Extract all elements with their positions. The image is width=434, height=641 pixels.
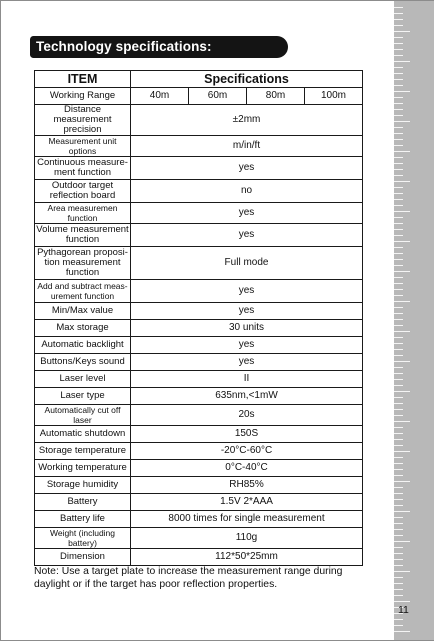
ruler-tick [394,319,403,320]
ruler-tick [394,517,403,518]
ruler-tick [394,121,410,122]
ruler-tick [394,523,403,524]
ruler-tick [394,115,403,116]
ruler-tick [394,211,410,212]
ruler-tick [394,7,403,8]
ruler-tick [394,427,403,428]
row-value: ±2mm [131,105,363,136]
ruler-tick [394,619,403,620]
footnote: Note: Use a target plate to increase the measurement range during daylight or if the target has poor reflection properties. [34,566,343,590]
ruler-tick [394,73,403,74]
ruler-tick [394,67,403,68]
ruler-tick [394,415,403,416]
ruler-tick [394,157,403,158]
row-item: Working temperature [35,460,131,477]
ruler-tick [394,631,410,632]
ruler-tick [394,505,403,506]
ruler-tick [394,451,410,452]
ruler-tick [394,553,403,554]
ruler-tick [394,577,403,578]
working-range-label: Working Range [35,88,131,105]
ruler-tick [394,43,403,44]
row-value: 635nm,<1mW [131,388,363,405]
ruler-tick [394,253,403,254]
ruler-tick [394,265,403,266]
ruler-tick [394,187,403,188]
table-row [35,511,363,528]
ruler-tick [394,151,410,152]
section-title: Technology specifications: [36,39,212,54]
ruler-tick [394,349,403,350]
row-value: yes [131,157,363,180]
ruler-tick [394,547,403,548]
ruler-tick [394,271,410,272]
row-value: 0°C-40°C [131,460,363,477]
row-value: II [131,371,363,388]
ruler-tick [394,487,403,488]
ruler-tick [394,25,403,26]
row-value: RH85% [131,477,363,494]
ruler-tick [394,337,403,338]
row-item: Continuous measure-ment function [35,157,131,180]
row-item: Automatic shutdown [35,426,131,443]
page-number: 11 [398,604,409,616]
ruler-tick [394,181,410,182]
ruler-tick [394,49,403,50]
ruler-tick [394,301,410,302]
ruler-tick [394,433,403,434]
ruler-tick [394,259,403,260]
row-value: 20s [131,405,363,426]
row-item: Volume measurement function [36,224,129,245]
ruler-tick [394,313,403,314]
ruler-tick [394,361,410,362]
ruler-tick [394,103,403,104]
row-item: Battery [35,494,131,511]
row-item: Laser type [35,388,131,405]
ruler-tick [394,397,403,398]
ruler-tick [394,559,403,560]
table-row [35,426,363,443]
row-value: yes [131,203,363,224]
ruler-tick [394,469,403,470]
row-value: yes [131,354,363,371]
table-row [35,354,363,371]
range-60m: 60m [189,88,247,105]
ruler-tick [394,541,410,542]
ruler-tick [394,331,410,332]
table-row [35,320,363,337]
row-value: 30 units [131,320,363,337]
table-row [35,180,363,203]
ruler-tick [394,37,403,38]
row-item: Storage temperature [35,443,131,460]
row-item: Pythagorean proposi-tion measurement function [35,247,131,280]
ruler-tick [394,229,403,230]
ruler-tick [394,325,403,326]
row-value: 110g [131,528,363,549]
row-value: 150S [131,426,363,443]
ruler-tick [394,19,403,20]
ruler-tick [394,625,403,626]
row-value: yes [131,303,363,320]
table-row [35,460,363,477]
row-item: Battery life [35,511,131,528]
ruler-tick [394,163,403,164]
ruler-tick [394,511,410,512]
row-value: no [131,180,363,203]
ruler-tick [394,589,403,590]
ruler-tick [394,223,403,224]
table-row [35,477,363,494]
table-row [35,371,363,388]
ruler-tick [394,235,403,236]
item-header: ITEM [35,71,131,88]
row-value: 8000 times for single measurement [131,511,363,528]
ruler-tick [394,55,403,56]
spec-table-header [35,71,363,88]
specifications-header: Specifications [131,71,363,88]
range-80m: 80m [247,88,305,105]
ruler-tick [394,241,410,242]
ruler-tick [394,205,403,206]
ruler-tick [394,571,410,572]
ruler-tick [394,199,403,200]
ruler-tick [394,295,403,296]
spec-table [34,70,363,566]
ruler-tick [394,247,403,248]
table-row [35,247,363,280]
row-item: Laser level [35,371,131,388]
ruler-tick [394,193,403,194]
table-row [35,443,363,460]
ruler-tick [394,379,403,380]
ruler-tick [394,409,403,410]
table-row [35,494,363,511]
ruler-tick [394,175,403,176]
ruler-tick [394,97,403,98]
ruler-tick [394,355,403,356]
ruler-tick [394,421,410,422]
row-value: m/in/ft [131,136,363,157]
table-row [35,388,363,405]
ruler-tick [394,217,403,218]
table-row [35,203,363,224]
row-item: Automatically cut off laser [35,405,131,426]
ruler-tick [394,373,403,374]
ruler-tick [394,439,403,440]
row-item: Max storage [35,320,131,337]
ruler-tick [394,307,403,308]
row-value: Full mode [131,247,363,280]
ruler-tick [394,529,403,530]
ruler-tick [394,475,403,476]
table-row [35,136,363,157]
row-value: yes [131,280,363,303]
row-item: Storage humidity [35,477,131,494]
ruler-tick [394,127,403,128]
ruler-tick [394,277,403,278]
ruler-tick [394,283,403,284]
ruler-tick [394,493,403,494]
table-row [35,303,363,320]
row-item: Min/Max value [35,303,131,320]
ruler-tick [394,91,410,92]
table-row [35,528,363,549]
row-item: Distance measurement precision [35,105,131,136]
ruler-tick [394,133,403,134]
ruler-tick [394,169,403,170]
ruler-tick [394,583,403,584]
ruler-tick [394,343,403,344]
table-row [35,405,363,426]
ruler-tick [394,79,403,80]
ruler-tick [394,565,403,566]
row-item: Area measuremen function [35,203,131,224]
table-row [35,280,363,303]
ruler-tick [394,499,403,500]
ruler-tick [394,481,410,482]
ruler-tick [394,31,410,32]
ruler-tick [394,595,403,596]
row-item: Measurement unit options [35,136,131,157]
row-item: Weight (including battery) [35,528,131,549]
ruler-tick [394,13,403,14]
ruler-tick [394,457,403,458]
table-row [35,337,363,354]
ruler-tick [394,463,403,464]
ruler-tick [394,403,403,404]
ruler-tick [394,385,403,386]
table-row [35,105,363,136]
ruler-tick [394,61,410,62]
ruler-tick [394,445,403,446]
ruler-tick [394,289,403,290]
ruler-tick [394,601,410,602]
ruler-tick [394,145,403,146]
ruler-tick [394,391,410,392]
row-item: Buttons/Keys sound [35,354,131,371]
ruler-tick [394,367,403,368]
page-edge-ruler [394,1,434,640]
row-item: Add and subtract meas-urement function [35,280,131,303]
row-item: Automatic backlight [35,337,131,354]
ruler-tick [394,85,403,86]
ruler-tick [394,109,403,110]
range-100m: 100m [305,88,363,105]
row-item: Dimension [35,549,131,566]
row-value: 112*50*25mm [131,549,363,566]
row-value: 1.5V 2*AAA [131,494,363,511]
range-40m: 40m [131,88,189,105]
row-value: yes [131,337,363,354]
row-item: Outdoor target reflection board [35,180,131,203]
section-banner [30,36,288,58]
ruler-tick [394,139,403,140]
table-row [35,157,363,180]
working-range-row [35,88,363,105]
row-value: yes [131,224,363,247]
row-value: -20°C-60°C [131,443,363,460]
table-row [35,549,363,566]
ruler-tick [394,535,403,536]
table-row [35,224,363,247]
